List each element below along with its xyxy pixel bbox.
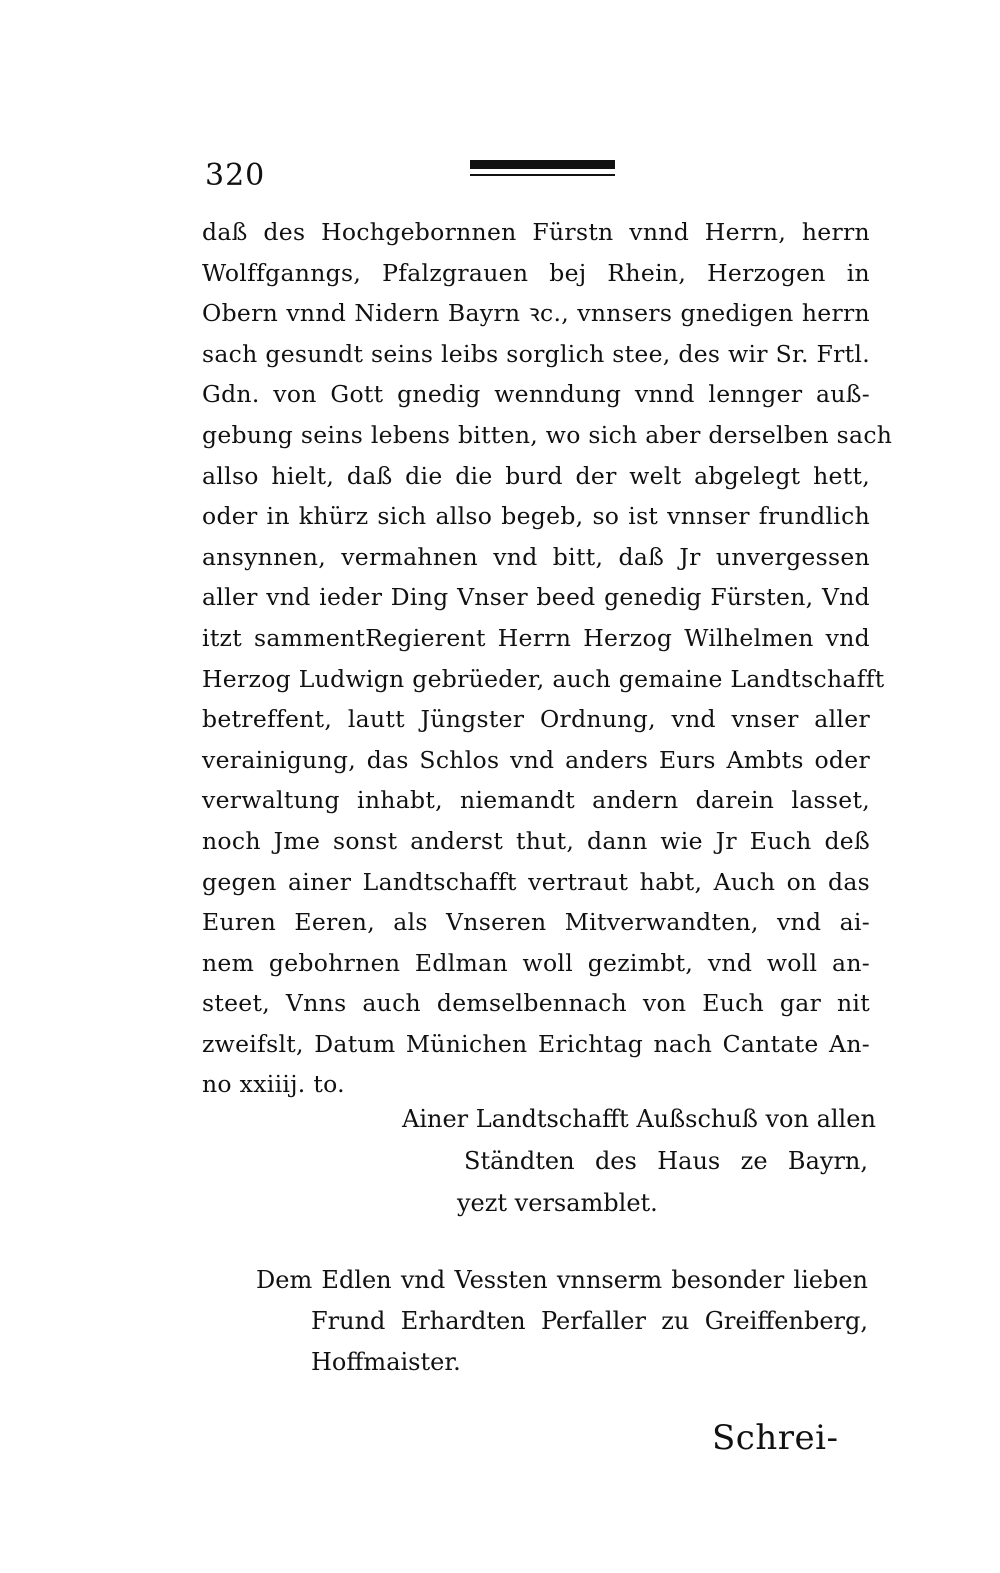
body-line: no xxiiij. to. [202,1070,345,1099]
body-text [202,212,893,1105]
signature-block [402,1098,876,1224]
catchword: Schrei- [712,1418,839,1458]
body-line: itzt sammentRegierent Herrn Herzog Wilhelmen vnd [202,623,870,652]
address-block [256,1260,868,1383]
body-line: Herzog Ludwign gebrüeder, auch gemaine Landtschafft [202,664,885,693]
body-line: aller vnd ieder Ding Vnser beed genedig Fürsten, Vnd [202,583,870,612]
body-line: zweifslt, Datum Münichen Erichtag nach Cantate An- [202,1029,870,1058]
body-line: oder in khürz sich allso begeb, so ist vnnser frundlich [202,502,870,531]
address-line: Frund Erhardten Perfaller zu Greiffenberg, [311,1307,868,1335]
body-line: noch Jme sonst anderst thut, dann wie Jr Euch deß [202,826,870,855]
address-line: Hoffmaister. [311,1348,461,1376]
body-line: Obern vnnd Nidern Bayrn ꝛc., vnnsers gnedigen herrn [202,299,870,328]
body-line: ansynnen, vermahnen vnd bitt, daß Jr unvergessen [202,542,870,571]
body-line: Gdn. von Gott gnedig wenndung vnnd lennger auß- [202,380,870,409]
body-line: verainigung, das Schlos vnd anders Eurs Ambts oder [202,745,870,774]
header-rule [470,160,615,176]
body-line: gegen ainer Landtschafft vertraut habt, Auch on das [202,867,870,896]
body-line: steet, Vnns auch demselbennach von Euch gar nit [202,989,870,1018]
body-line: gebung seins lebens bitten, wo sich aber derselben sach [202,420,893,449]
signature-line: Ständten des Haus ze Bayrn, [464,1147,868,1175]
body-line: nem gebohrnen Edlman woll gezimbt, vnd woll an- [202,948,870,977]
body-line: allso hielt, daß die die burd der welt abgelegt hett, [202,461,870,490]
body-line: Euren Eeren, als Vnseren Mitverwandten, vnd ai- [202,908,870,937]
address-line: Dem Edlen vnd Vessten vnnserm besonder lieben [256,1266,868,1294]
body-line: Wolffganngs, Pfalzgrauen bej Rhein, Herzogen in [202,258,870,287]
body-line: verwaltung inhabt, niemandt andern darein lasset, [202,786,870,815]
page-number: 320 [205,158,266,193]
signature-line: yezt versamblet. [457,1189,658,1217]
body-line: daß des Hochgebornnen Fürstn vnnd Herrn, herrn [202,218,870,246]
body-line: sach gesundt seins leibs sorglich stee, des wir Sr. Frtl. [202,339,870,368]
signature-line: Ainer Landtschafft Außschuß von allen [402,1105,876,1133]
body-line: betreffent, lautt Jüngster Ordnung, vnd vnser aller [202,705,870,734]
